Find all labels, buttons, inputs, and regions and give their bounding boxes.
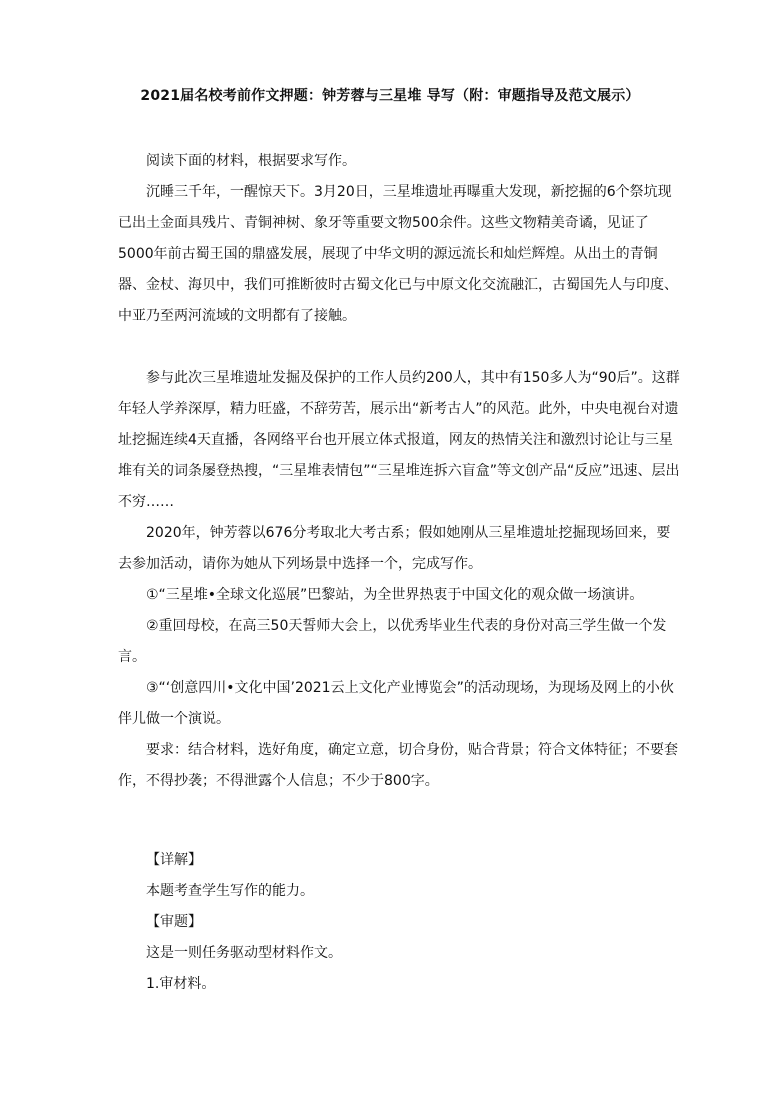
paragraph-option-3: ③“‘创意四川•文化中国’2021云上文化产业博览会”的活动现场，为现场及网上的小伙伴儿做一个演说。 xyxy=(118,680,674,727)
paragraph-requirements: 要求：结合材料，选好角度，确定立意，切合身份，贴合背景；符合文体特征；不要套作，不得抄袭；不得泄露个人信息；不少于800字。 xyxy=(118,742,678,789)
paragraph-option-1: ①“三星堆•全球文化巡展”巴黎站，为全世界热衷于中国文化的观众做一场演讲。 xyxy=(146,587,644,603)
review-heading: 【审题】 xyxy=(146,914,202,930)
step-1-heading: 1.审材料。 xyxy=(146,976,216,992)
detail-text: 本题考查学生写作的能力。 xyxy=(146,883,314,899)
paragraph-instruction: 阅读下面的材料，根据要求写作。 xyxy=(146,153,356,169)
review-text: 这是一则任务驱动型材料作文。 xyxy=(146,945,342,961)
paragraph-material-2: 参与此次三星堆遗址发掘及保护的工作人员约200人，其中有150多人为“90后”。这群年轻人学养深厚，精力旺盛，不辞劳苦，展示出“新考古人”的风范。此外，中央电视台对遗址挖掘连续4天直播，各网络平台也开展立体式报道，网友的热情关注和激烈讨论让与三星堆有关的词条屡登热搜，“三星堆表情包”“三星堆连拆六盲盒”等文创产品“反应”迅速、层出不穷…… xyxy=(118,370,680,510)
paragraph-option-2: ②重回母校，在高三50天誓师大会上，以优秀毕业生代表的身份对高三学生做一个发言。 xyxy=(118,618,667,665)
paragraph-material-1: 沉睡三千年，一醒惊天下。3月20日，三星堆遗址再曝重大发现，新挖掘的6个祭坑现已出土金面具残片、青铜神树、象牙等重要文物500余件。这些文物精美奇谲，见证了5000年前古蜀王国的鼎盛发展，展现了中华文明的源远流长和灿烂辉煌。从出土的青铜器、金杖、海贝中，我们可推断彼时古蜀文化已与中原文化交流融汇，古蜀国先人与印度、中亚乃至两河流域的文明都有了接触。 xyxy=(118,184,678,324)
document-title: 2021届名校考前作文押题：钟芳蓉与三星堆 导写（附：审题指导及范文展示） xyxy=(140,88,640,104)
detail-heading: 【详解】 xyxy=(146,852,202,868)
paragraph-task: 2020年，钟芳蓉以676分考取北大考古系；假如她刚从三星堆遗址挖掘现场回来，要去参加活动，请你为她从下列场景中选择一个，完成写作。 xyxy=(118,525,671,572)
